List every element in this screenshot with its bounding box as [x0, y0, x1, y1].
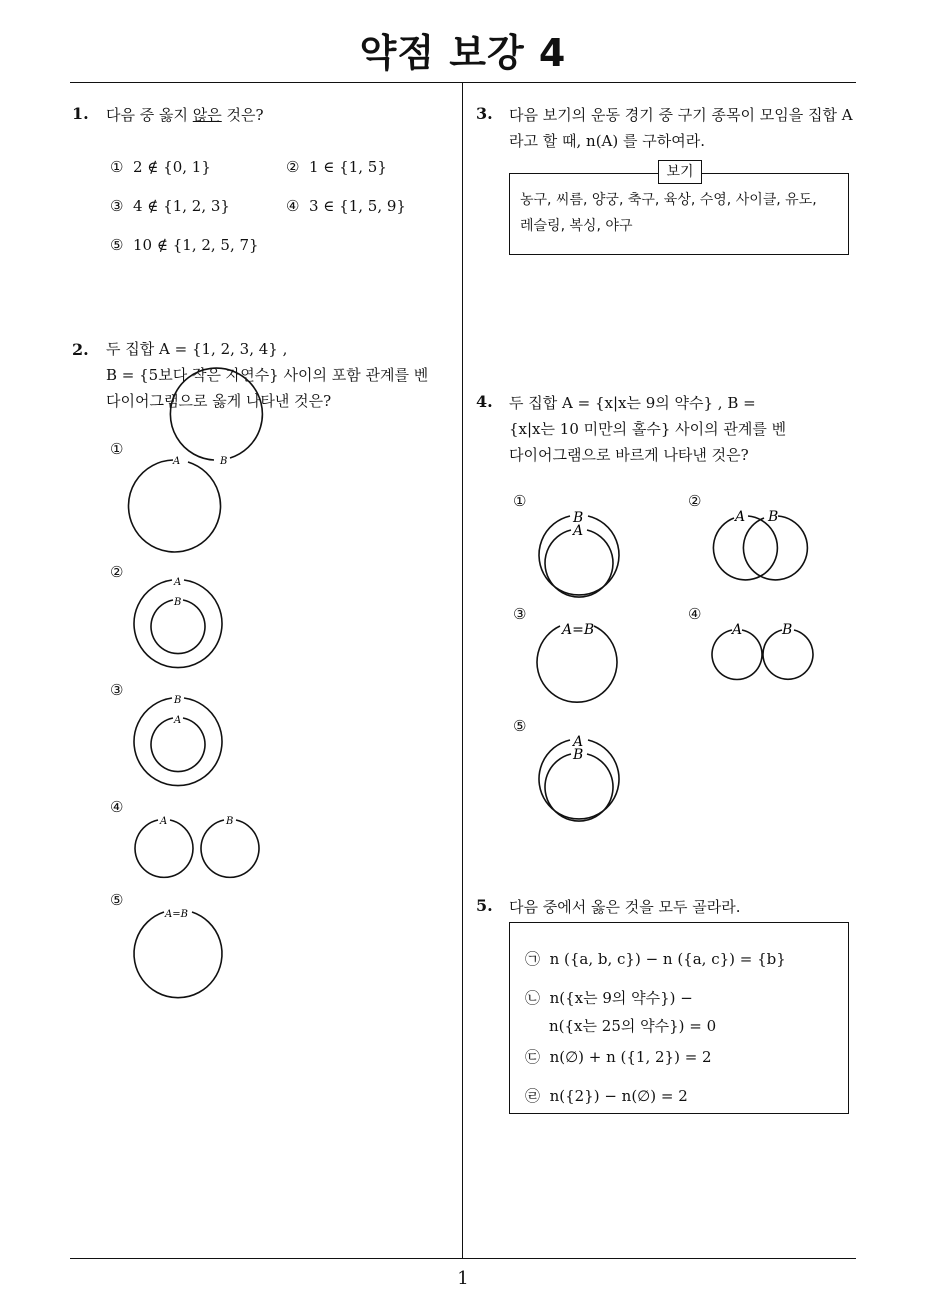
q2-o2-inner-circle [151, 600, 205, 654]
q4-o1-label-a: A [573, 523, 584, 539]
q4-line-1: 두 집합 A = {x|x는 9의 약수} , B = [509, 394, 756, 412]
q2-o2-label-b: B [174, 597, 182, 608]
q2-option-5-mark[interactable]: ⑤ [110, 891, 124, 909]
q3-example-line-1: 농구, 씨름, 양궁, 축구, 육상, 수영, 사이클, 유도, [520, 192, 817, 208]
q4-option-1-diagram[interactable] [534, 508, 624, 588]
q1-option-1[interactable] [110, 158, 211, 176]
q4-number: 4. [476, 392, 493, 411]
q5-item-3-text: n(∅) + n ({1, 2}) = 2 [549, 1048, 712, 1066]
q2-o1-circle-a [129, 460, 221, 552]
q2-o5-circle [134, 912, 222, 998]
q5-item-2-line-2: n({x는 25의 약수}) = 0 [549, 1017, 717, 1035]
q2-line-2: B = {5보다 작은 자연수} 사이의 포함 관계를 벤 [106, 366, 429, 384]
q4-o2-label-b: B [768, 509, 779, 525]
q1-option-1-mark: ① [110, 158, 124, 176]
q3-text [509, 102, 853, 154]
q2-o3-outer-circle [134, 698, 222, 786]
q3-example-content [520, 187, 840, 239]
q5-item-2-line-1: n({x는 9의 약수}) − [549, 989, 693, 1007]
q2-o3-label-a: A [174, 715, 182, 726]
q2-line-3: 다이어그램으로 옳게 나타낸 것은? [106, 392, 332, 410]
q4-option-4-mark[interactable]: ④ [688, 605, 702, 623]
q5-item-1-text: n ({a, b, c}) − n ({a, c}) = {b} [549, 950, 786, 968]
q5-item-4[interactable] [525, 1085, 688, 1106]
q4-text [509, 390, 786, 468]
q5-number: 5. [476, 896, 493, 915]
q2-o4-circle-a [135, 820, 193, 877]
page-number: 1 [457, 1268, 469, 1289]
q2-option-1-diagram[interactable] [128, 452, 288, 552]
q1-text [106, 102, 264, 128]
q4-line-3: 다이어그램으로 바르게 나타낸 것은? [509, 446, 749, 464]
q4-option-2-diagram[interactable] [708, 508, 838, 588]
q1-option-4-mark: ④ [286, 197, 300, 215]
q2-o4-label-b: B [226, 816, 234, 827]
q1-option-2[interactable] [286, 158, 387, 176]
q2-o2-label-a: A [174, 577, 182, 588]
footer-rule [70, 1258, 856, 1259]
q4-option-3-diagram[interactable] [534, 620, 624, 710]
column-divider [462, 83, 463, 1259]
q1-number: 1. [72, 104, 89, 123]
q4-line-2: {x|x는 10 미만의 홀수} 사이의 관계를 벤 [509, 420, 787, 438]
q2-option-2-diagram[interactable] [128, 576, 228, 676]
q1-option-1-text: 2 ∉ {0, 1} [133, 158, 211, 176]
q5-item-2-mark: ㉡ [525, 989, 541, 1007]
q5-item-4-text: n({2}) − n(∅) = 2 [549, 1087, 688, 1105]
q5-item-1-mark: ㉠ [525, 950, 541, 968]
q4-option-4-diagram[interactable] [708, 622, 828, 692]
q2-option-3-diagram[interactable] [128, 694, 228, 794]
q4-o2-label-a: A [735, 509, 746, 525]
q4-o3-label: A=B [562, 622, 595, 638]
q2-o3-label-b: B [174, 695, 182, 706]
q3-example-line-2: 레슬링, 복싱, 야구 [520, 218, 633, 234]
q4-option-1-mark[interactable]: ① [513, 492, 527, 510]
q2-number: 2. [72, 340, 89, 359]
q3-line-1: 다음 보기의 운동 경기 중 구기 종목이 모임을 집합 A [509, 106, 853, 124]
q4-o4-label-b: B [782, 622, 793, 638]
q2-o3-inner-circle [151, 718, 205, 772]
q2-line-1: 두 집합 A = {1, 2, 3, 4} , [106, 340, 288, 358]
q2-option-3-mark[interactable]: ③ [110, 681, 124, 699]
q5-item-2[interactable] [525, 987, 716, 1036]
q2-o5-label: A=B [165, 909, 188, 920]
q1-option-3-text: 4 ∉ {1, 2, 3} [133, 197, 230, 215]
q1-option-5-text: 10 ∉ {1, 2, 5, 7} [133, 236, 259, 254]
q4-option-5-diagram[interactable] [534, 732, 624, 822]
q1-text-before: 다음 중 옳지 [106, 106, 193, 124]
q3-number: 3. [476, 104, 493, 123]
q1-option-2-mark: ② [286, 158, 300, 176]
q1-option-5[interactable] [110, 236, 259, 254]
q3-example-label: 보기 [658, 160, 702, 184]
q4-o1-inner-circle [545, 530, 613, 597]
q2-o1-label-a: A [173, 456, 181, 467]
q1-option-4[interactable] [286, 197, 406, 215]
q4-option-2-mark[interactable]: ② [688, 492, 702, 510]
q1-option-5-mark: ⑤ [110, 236, 124, 254]
q4-o5-label-a: A [573, 734, 584, 750]
q4-option-5-mark[interactable]: ⑤ [513, 717, 527, 735]
q1-option-4-text: 3 ∈ {1, 5, 9} [309, 197, 406, 215]
q1-text-underlined: 않은 [192, 106, 222, 124]
q5-text: 다음 중에서 옳은 것을 모두 골라라. [509, 898, 741, 916]
q2-text [106, 336, 428, 414]
q1-option-2-text: 1 ∈ {1, 5} [309, 158, 387, 176]
q4-o5-inner-circle [545, 754, 613, 821]
q5-item-3[interactable] [525, 1046, 712, 1067]
q2-o1-label-b: B [220, 456, 228, 467]
header-rule [70, 82, 856, 83]
q4-o2-circle-a [713, 516, 777, 580]
q2-o4-circle-b [201, 820, 259, 877]
q2-o2-outer-circle [134, 580, 222, 668]
q2-option-4-mark[interactable]: ④ [110, 798, 124, 816]
page-title: 약점 보강 4 [359, 31, 567, 75]
q4-o1-label-b: B [573, 510, 584, 526]
q1-option-3[interactable] [110, 197, 230, 215]
q2-option-2-mark[interactable]: ② [110, 563, 124, 581]
q4-o5-label-b: B [573, 747, 584, 763]
q2-option-4-diagram[interactable] [128, 814, 248, 894]
q5-item-4-mark: ㉣ [525, 1087, 541, 1105]
q3-line-2: 라고 할 때, n(A) 를 구하여라. [509, 132, 705, 150]
q2-o4-label-a: A [160, 816, 168, 827]
q5-item-1[interactable] [525, 948, 786, 969]
q2-option-5-diagram[interactable] [128, 906, 228, 1006]
q4-option-3-mark[interactable]: ③ [513, 605, 527, 623]
q5-item-3-mark: ㉢ [525, 1048, 541, 1066]
q4-o2-circle-b [743, 516, 807, 580]
q1-option-3-mark: ③ [110, 197, 124, 215]
q1-text-after: 것은? [221, 106, 264, 124]
q2-option-1-mark[interactable]: ① [110, 440, 124, 458]
q4-o4-label-a: A [732, 622, 743, 638]
